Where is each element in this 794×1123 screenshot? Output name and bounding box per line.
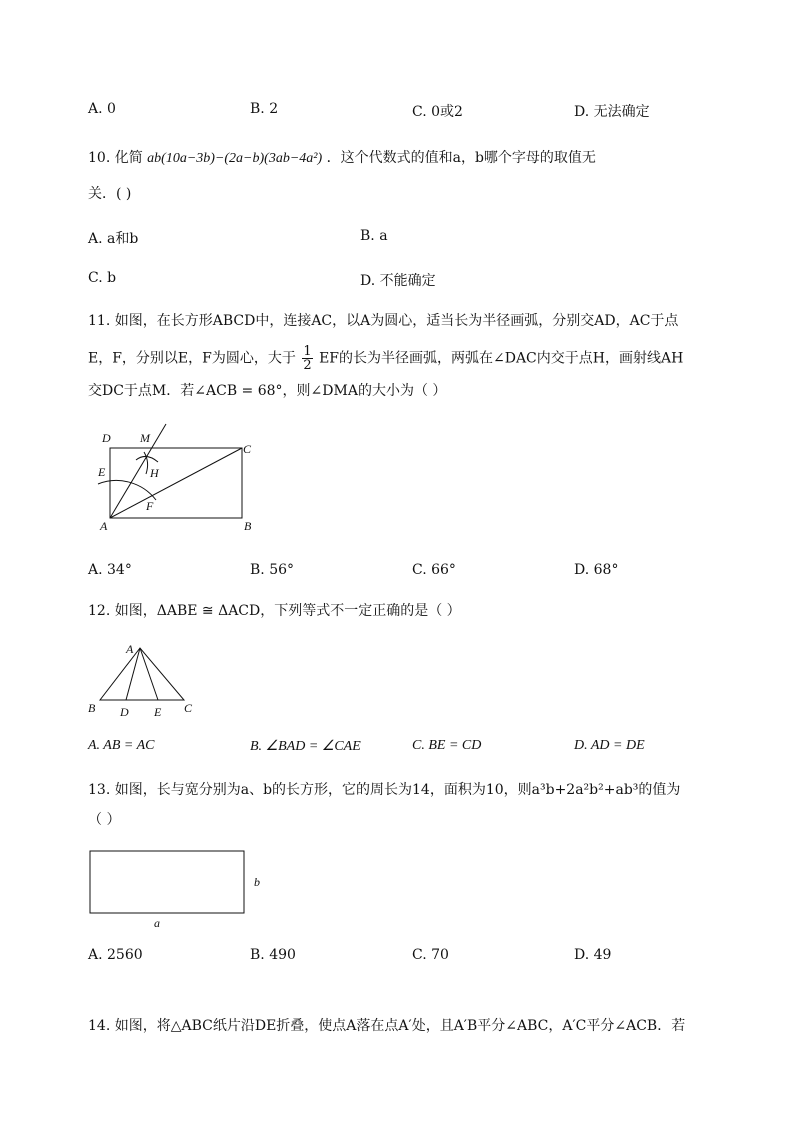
q11-line2-b: EF的长为半径画弧，两弧在∠DAC内交于点H，画射线AH bbox=[319, 350, 684, 367]
q13-option-b[interactable]: B. 490 bbox=[250, 947, 296, 963]
q11-label-h: H bbox=[150, 466, 159, 480]
q11-stem-line2 bbox=[88, 345, 683, 372]
q13-label-b: b bbox=[254, 875, 260, 889]
q11-frac-num: 1 bbox=[303, 344, 312, 359]
q12-label-d: D bbox=[120, 705, 129, 719]
q12-label-c: C bbox=[184, 701, 193, 715]
q10-option-b[interactable]: B. a bbox=[360, 228, 388, 244]
q13-number: 13. bbox=[88, 782, 111, 798]
q14-text: 如图，将△ABC纸片沿DE折叠，使点A落在点A′处，且A′B平分∠ABC，A′C平分∠ACB．若 bbox=[114, 1018, 686, 1034]
q11-stem-line3: 交DC于点M．若∠ACB = 68°，则∠DMA的大小为（ ） bbox=[88, 383, 447, 399]
q11-label-c: C bbox=[243, 442, 252, 456]
q13-option-a[interactable]: A. 2560 bbox=[88, 947, 143, 963]
q10-option-d[interactable]: D. 不能确定 bbox=[360, 273, 436, 289]
q11-frac-den: 2 bbox=[303, 358, 312, 373]
q12-figure bbox=[84, 638, 200, 722]
q13-rectangle bbox=[90, 851, 244, 913]
q9-option-c[interactable]: C. 0或2 bbox=[412, 104, 463, 120]
q13-stem-line1 bbox=[88, 780, 680, 800]
q11-line1: 如图，在长方形ABCD中，连接AC，以A为圆心，适当长为半径画弧，分别交AD，AC于点 bbox=[114, 313, 679, 329]
q11-label-e: E bbox=[98, 465, 106, 479]
q10-suffix: ．这个代数式的值和a，b哪个字母的取值无 bbox=[326, 150, 596, 166]
q12-option-c[interactable]: C. BE = CD bbox=[412, 738, 482, 753]
q11-number: 11. bbox=[88, 313, 111, 329]
q11-option-b[interactable]: B. 56° bbox=[250, 562, 295, 578]
q11-label-m: M bbox=[140, 431, 150, 445]
q13-line1: 如图，长与宽分别为a、b的长方形，它的周长为14，面积为10，则a³b+2a²b²+ab³的值为 bbox=[114, 782, 681, 798]
q11-label-a: A bbox=[100, 519, 108, 533]
q13-figure bbox=[86, 846, 276, 932]
q12-triangle bbox=[100, 648, 184, 700]
q13-stem-line2: （ ） bbox=[88, 812, 121, 828]
q11-label-f: F bbox=[146, 499, 154, 513]
q10-option-c[interactable]: C. b bbox=[88, 270, 117, 286]
q11-fraction bbox=[302, 345, 312, 372]
q14-stem bbox=[88, 1016, 685, 1036]
q12-option-b[interactable]: B. ∠BAD = ∠CAE bbox=[250, 739, 361, 754]
q12-option-d[interactable]: D. AD = DE bbox=[574, 738, 645, 753]
q12-number: 12. bbox=[88, 603, 111, 619]
q11-line2-a: E，F，分别以E，F为圆心，大于 bbox=[88, 350, 296, 367]
q13-option-c[interactable]: C. 70 bbox=[412, 947, 449, 963]
q10-stem-line2: 关．( ) bbox=[88, 186, 132, 202]
q12-segment-ae bbox=[140, 648, 158, 700]
q11-option-c[interactable]: C. 66° bbox=[412, 562, 456, 578]
q11-option-a[interactable]: A. 34° bbox=[88, 562, 132, 578]
q13-option-d[interactable]: D. 49 bbox=[574, 947, 612, 963]
q12-text: 如图，ΔABE ≅ ΔACD，下列等式不一定正确的是（ ） bbox=[114, 603, 461, 619]
q10-stem bbox=[88, 148, 596, 169]
q10-number: 10. bbox=[88, 150, 111, 166]
q13-label-a: a bbox=[154, 916, 160, 930]
q12-option-a[interactable]: A. AB = AC bbox=[88, 738, 155, 753]
q12-label-a: A bbox=[126, 642, 134, 656]
q12-label-e: E bbox=[154, 705, 162, 719]
q9-option-d[interactable]: D. 无法确定 bbox=[574, 104, 650, 120]
q9-option-b[interactable]: B. 2 bbox=[250, 101, 279, 117]
q12-stem bbox=[88, 601, 461, 621]
q14-number: 14. bbox=[88, 1018, 111, 1034]
q9-option-a[interactable]: A. 0 bbox=[88, 101, 116, 117]
q12-label-b: B bbox=[88, 701, 96, 715]
q11-label-d: D bbox=[102, 431, 111, 445]
q10-prefix: 化简 bbox=[114, 150, 143, 166]
q11-label-b: B bbox=[244, 519, 252, 533]
q10-expression: ab(10a−3b)−(2a−b)(3ab−4a²) bbox=[147, 151, 323, 166]
q11-figure bbox=[90, 422, 260, 534]
q11-option-d[interactable]: D. 68° bbox=[574, 562, 619, 578]
q11-diagonal-ac bbox=[110, 448, 242, 518]
q11-stem-line1 bbox=[88, 311, 678, 331]
q10-option-a[interactable]: A. a和b bbox=[88, 231, 139, 247]
